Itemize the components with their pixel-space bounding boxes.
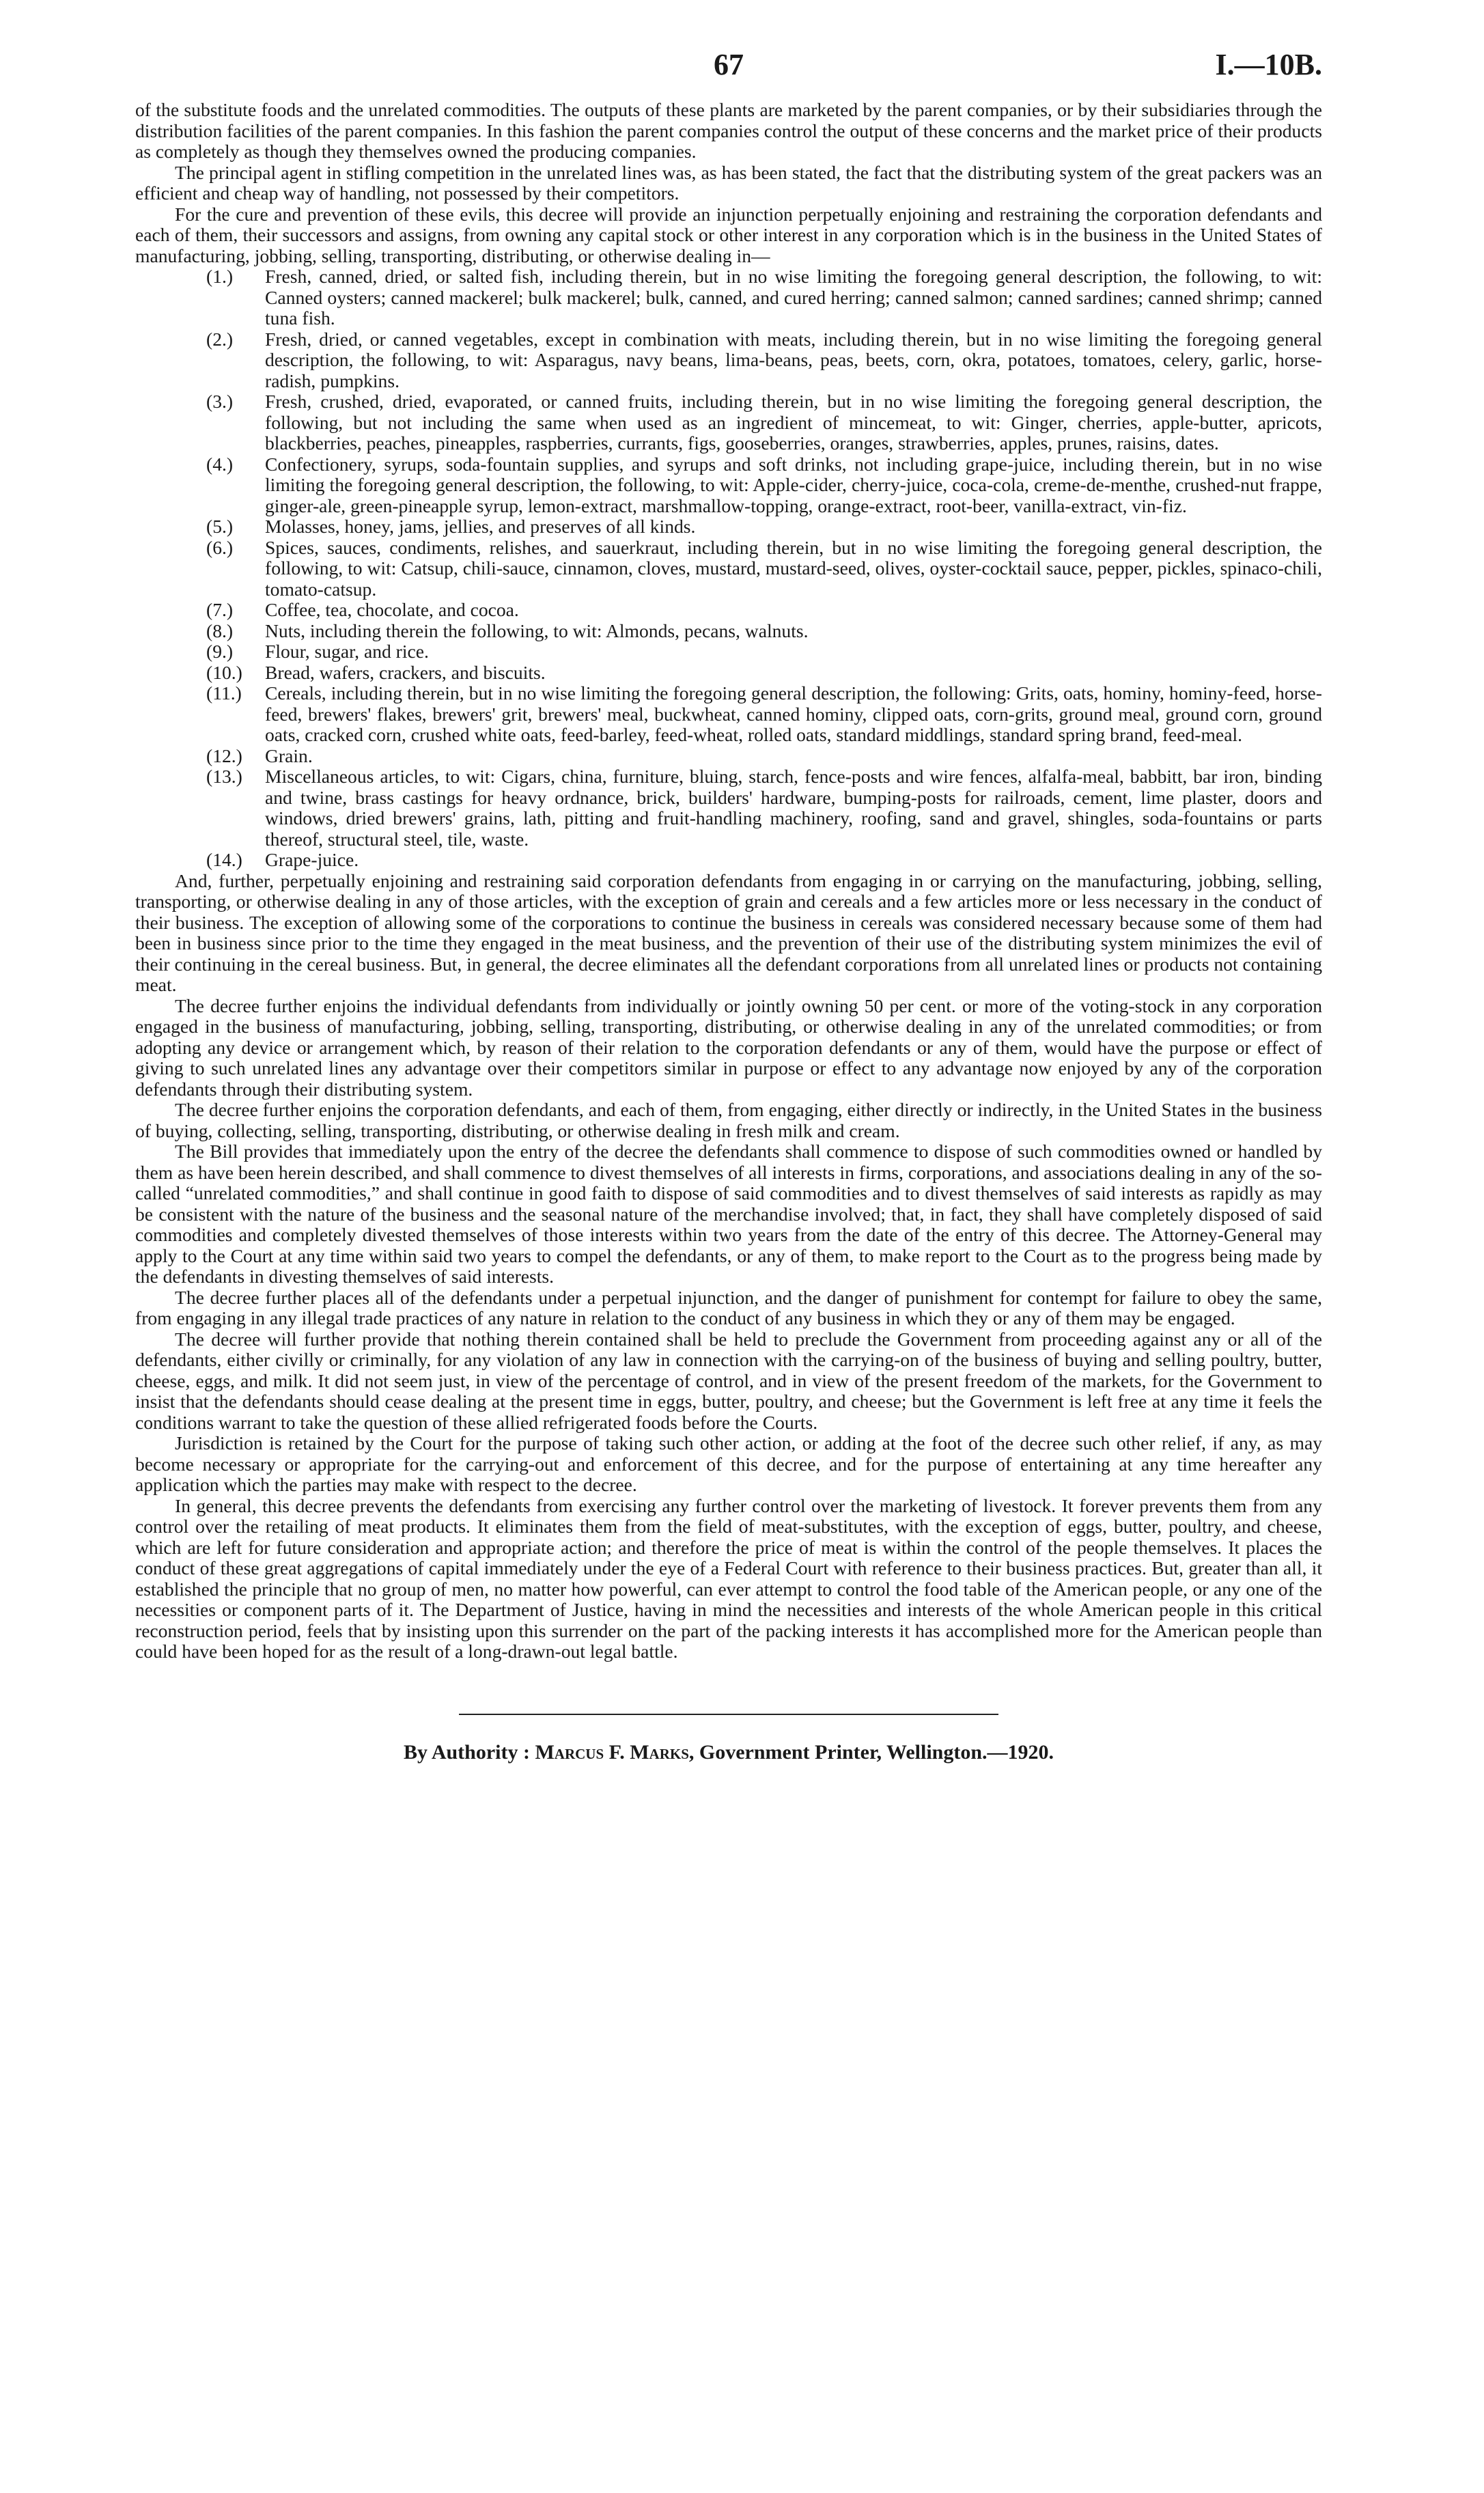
paragraph: And, further, perpetually enjoining and restraining said corporation defendants from engaging in or carrying on the manufacturing, jobbing, selling, transporting, or otherwise dealing in any of those articles, with the exception of grain and cereals and a few articles more or less necessary in the conduct of their business. The exception of allowing some of the corporations to continue the business in cereals was considered necessary because some of them had been in business since prior to the time they engaged in the meat business, and the prevention of their use of the distributing system minimizes the evil of their continuing in the cereal business. But, in general, the decree eliminates all the defendant corporations from all unrelated lines or products not containing meat. xyxy=(135,869,1322,995)
paragraph: The decree further enjoins the individual defendants from individually or jointly owning 50 per cent. or more of the voting-stock in any corporation engaged in the business of manufacturing, jobbing, selling, transporting, distributing, or otherwise dealing in any of the unrelated commodities; or from adopting any device or arrangement which, by reason of their relation to the corporation defendants or any of them, would have the purpose or effect of giving to such unrelated lines any advantage over their competitors similar in purpose or effect to any advantage now enjoyed by any of the corporation defendants through their distributing system. xyxy=(135,994,1322,1100)
list-item xyxy=(135,454,1322,517)
list-item-text: Fresh, canned, dried, or salted fish, including therein, but in no wise limiting the foregoing general description, the following, to wit: Canned oysters; canned mackerel; bulk mackerel; bulk, canned, and cured herring; canned salmon; canned sardines; canned shrimp; canned tuna fish. xyxy=(265,266,1322,329)
list-item xyxy=(135,746,1322,767)
list-item xyxy=(135,766,1322,850)
body-text-top xyxy=(135,100,1322,266)
paragraph: The decree will further provide that nothing therein contained shall be held to preclude the Government from proceeding against any or all of the defendants, either civilly or criminally, for any violation of any law in connection with the carrying-on of the business of buying and selling poultry, butter, cheese, eggs, and milk. It did not seem just, in view of the percentage of control, and in view of the present freedom of the markets, for the Government to insist that the defendants should cease dealing at the present time in eggs, butter, poultry, and cheese; but the Government is left free at any time it feels the conditions warrant to take the question of these allied refrigerated foods before the Courts. xyxy=(135,1328,1322,1433)
list-item-text: Bread, wafers, crackers, and biscuits. xyxy=(265,661,546,683)
body-text-bottom xyxy=(135,871,1322,1662)
list-item-number: (14.) xyxy=(206,849,242,870)
list-item xyxy=(135,538,1322,600)
list-item xyxy=(135,683,1322,746)
list-item-number: (6.) xyxy=(206,536,234,558)
list-item-text: Spices, sauces, condiments, relishes, and sauerkraut, including therein, but in no wise limiting the foregoing general description, the following, to wit: Catsup, chili-sauce, cinnamon, cloves, mustard, mustard-seed, olives, oyster-cocktail sauce, pepper, pickles, spinaco-chili, tomato-catsup. xyxy=(265,536,1322,600)
printer-imprint xyxy=(135,1742,1322,1764)
list-item-number: (2.) xyxy=(206,328,234,350)
imprint-suffix: , Government Printer, Wellington.—1920. xyxy=(688,1740,1054,1764)
list-item-number: (11.) xyxy=(206,682,242,704)
list-item-number: (12.) xyxy=(206,744,242,766)
list-item-text: Cereals, including therein, but in no wise limiting the foregoing general description, the following: Grits, oats, hominy, hominy-feed, horse-feed, brewers' flakes, brewers' grit, brewers' meal, buckwheat, canned hominy, clipped oats, corn-grits, ground meal, ground corn, ground oats, cracked corn, crushed white oats, feed-barley, feed-wheat, rolled oats, standard middlings, standard spring brand, feed-meal. xyxy=(265,682,1322,745)
list-item-number: (3.) xyxy=(206,391,234,412)
commodity-list xyxy=(135,266,1322,871)
list-item-text: Fresh, dried, or canned vegetables, except in combination with meats, including therein, but in no wise limiting the foregoing general description, the following, to wit: Asparagus, navy beans, lima-beans, peas, beets, corn, okra, potatoes, tomatoes, celery, garlic, horse-radish, pumpkins. xyxy=(265,328,1322,391)
paragraph: The principal agent in stifling competition in the unrelated lines was, as has been stated, the fact that the distributing system of the great packers was an efficient and cheap way of handling, not possessed by their competitors. xyxy=(135,161,1322,204)
list-item xyxy=(135,621,1322,642)
list-item-number: (4.) xyxy=(206,453,234,475)
paragraph: The decree further enjoins the corporation defendants, and each of them, from engaging, either directly or indirectly, in the United States in the business of buying, collecting, selling, transporting, distributing, or otherwise dealing in fresh milk and cream. xyxy=(135,1099,1322,1141)
list-item-number: (5.) xyxy=(206,516,234,537)
list-item-number: (1.) xyxy=(206,266,234,287)
page-number: 67 xyxy=(714,48,744,81)
list-item-text: Molasses, honey, jams, jellies, and preserves of all kinds. xyxy=(265,516,696,537)
paragraph: For the cure and prevention of these evils, this decree will provide an injunction perpetually enjoining and restraining the corporation defendants and each of them, their successors and assigns, from owning any capital stock or other interest in any corporation which is in the business in the United States of manufacturing, jobbing, selling, transporting, distributing, or otherwise dealing in— xyxy=(135,203,1322,266)
list-item-text: Flour, sugar, and rice. xyxy=(265,641,429,662)
paragraph: Jurisdiction is retained by the Court for the purpose of taking such other action, or adding at the foot of the decree such other relief, if any, as may become necessary or appropriate for the carrying-out and enforcement of this decree, and for the purpose of entertaining at any time hereafter any application which the parties may make with respect to the decree. xyxy=(135,1432,1322,1495)
document-page xyxy=(135,48,1322,1764)
list-item-text: Miscellaneous articles, to wit: Cigars, china, furniture, bluing, starch, fence-posts and wire fences, alfalfa-meal, babbitt, bar iron, binding and twine, brass castings for heavy ordnance, brick, builders' hardware, bumping-posts for railroads, cement, lime plaster, doors and windows, dried brewers' grains, lath, pitting and fruit-handling machinery, roofing, sand and gravel, shingles, soda-fountains or parts thereof, structural steel, tile, waste. xyxy=(265,766,1322,850)
list-item xyxy=(135,600,1322,621)
list-item-number: (13.) xyxy=(206,766,242,787)
list-item-text: Nuts, including therein the following, to wit: Almonds, pecans, walnuts. xyxy=(265,619,809,641)
printer-name: Marcus F. Marks xyxy=(535,1740,689,1764)
list-item-text: Grape-juice. xyxy=(265,849,359,870)
list-item xyxy=(135,329,1322,392)
list-item-text: Fresh, crushed, dried, evaporated, or canned fruits, including therein, but in no wise limiting the foregoing general description, the following, but not including the same when used as an ingredient of mincemeat, to wit: Ginger, cherries, apple-butter, apricots, blackberries, peaches, pineapples, raspberries, currants, figs, gooseberries, oranges, strawberries, apples, prunes, raisins, dates. xyxy=(265,391,1322,454)
page-header xyxy=(135,48,1322,100)
imprint-prefix: By Authority : xyxy=(403,1740,535,1764)
paragraph: of the substitute foods and the unrelated commodities. The outputs of these plants are marketed by the parent companies, or by their subsidiaries through the distribution facilities of the parent companies. In this fashion the parent companies control the output of these concerns and the market price of their products as completely as though they themselves owned the producing companies. xyxy=(135,99,1322,162)
list-item-text: Confectionery, syrups, soda-fountain supplies, and syrups and soft drinks, not including grape-juice, including therein, but in no wise limiting the foregoing general description, the following, to wit: Apple-cider, cherry-juice, coca-cola, creme-de-menthe, crushed-nut frappe, ginger-ale, green-pineapple syrup, lemon-extract, marshmallow-topping, orange-extract, root-beer, vanilla-extract, vin-fiz. xyxy=(265,453,1322,516)
paragraph: The decree further places all of the defendants under a perpetual injunction, and the danger of punishment for contempt for failure to obey the same, from engaging in any illegal trade practices of any nature in relation to the conduct of any business in which they or any of them may be engaged. xyxy=(135,1286,1322,1328)
paragraph: The Bill provides that immediately upon the entry of the decree the defendants shall commence to dispose of such commodities owned or handled by them as have been herein described, and shall commence to divest themselves of all interests in firms, corporations, and associations dealing in any of the so-called “unrelated commodities,” and shall continue in good faith to dispose of said commodities and to divest themselves of said interests as rapidly as may be consistent with the nature of the business and the seasonal nature of the merchandise involved; that, in fact, they shall have completely disposed of said commodities and completely divested themselves of those interests within two years from the date of the entry of this decree. The Attorney-General may apply to the Court at any time within said two years to compel the defendants, or any of them, to make report to the Court as to the progress being made by the defendants in divesting themselves of said interests. xyxy=(135,1141,1322,1287)
list-item xyxy=(135,850,1322,871)
list-item-text: Grain. xyxy=(265,744,313,766)
list-item xyxy=(135,663,1322,684)
list-item-number: (7.) xyxy=(206,599,234,620)
document-reference: I.—10B. xyxy=(1215,48,1322,81)
list-item-text: Coffee, tea, chocolate, and cocoa. xyxy=(265,599,519,620)
list-item-number: (9.) xyxy=(206,641,234,662)
list-item xyxy=(135,641,1322,663)
paragraph: In general, this decree prevents the defendants from exercising any further control over the marketing of livestock. It forever prevents them from any control over the retailing of meat products. It eliminates them from the field of meat-substitutes, with the exception of eggs, butter, poultry, and cheese, which are left for future consideration and appropriate action; and therefore the price of meat is within the control of the people themselves. It places the conduct of these great aggregations of capital immediately under the eye of a Federal Court with reference to their business practices. But, greater than all, it established the principle that no group of men, no matter how powerful, can ever attempt to control the food table of the American people, or any one of the necessities or component parts of it. The Department of Justice, having in mind the necessities and interests of the whole American people in this critical reconstruction period, feels that by insisting upon this surrender on the part of the packing interests it has accomplished more for the American people than could have been hoped for as the result of a long-drawn-out legal battle. xyxy=(135,1494,1322,1662)
list-item-number: (8.) xyxy=(206,619,234,641)
list-item xyxy=(135,391,1322,454)
list-item-number: (10.) xyxy=(206,661,242,683)
list-item xyxy=(135,516,1322,538)
list-item xyxy=(135,266,1322,329)
footer-divider xyxy=(459,1714,998,1715)
